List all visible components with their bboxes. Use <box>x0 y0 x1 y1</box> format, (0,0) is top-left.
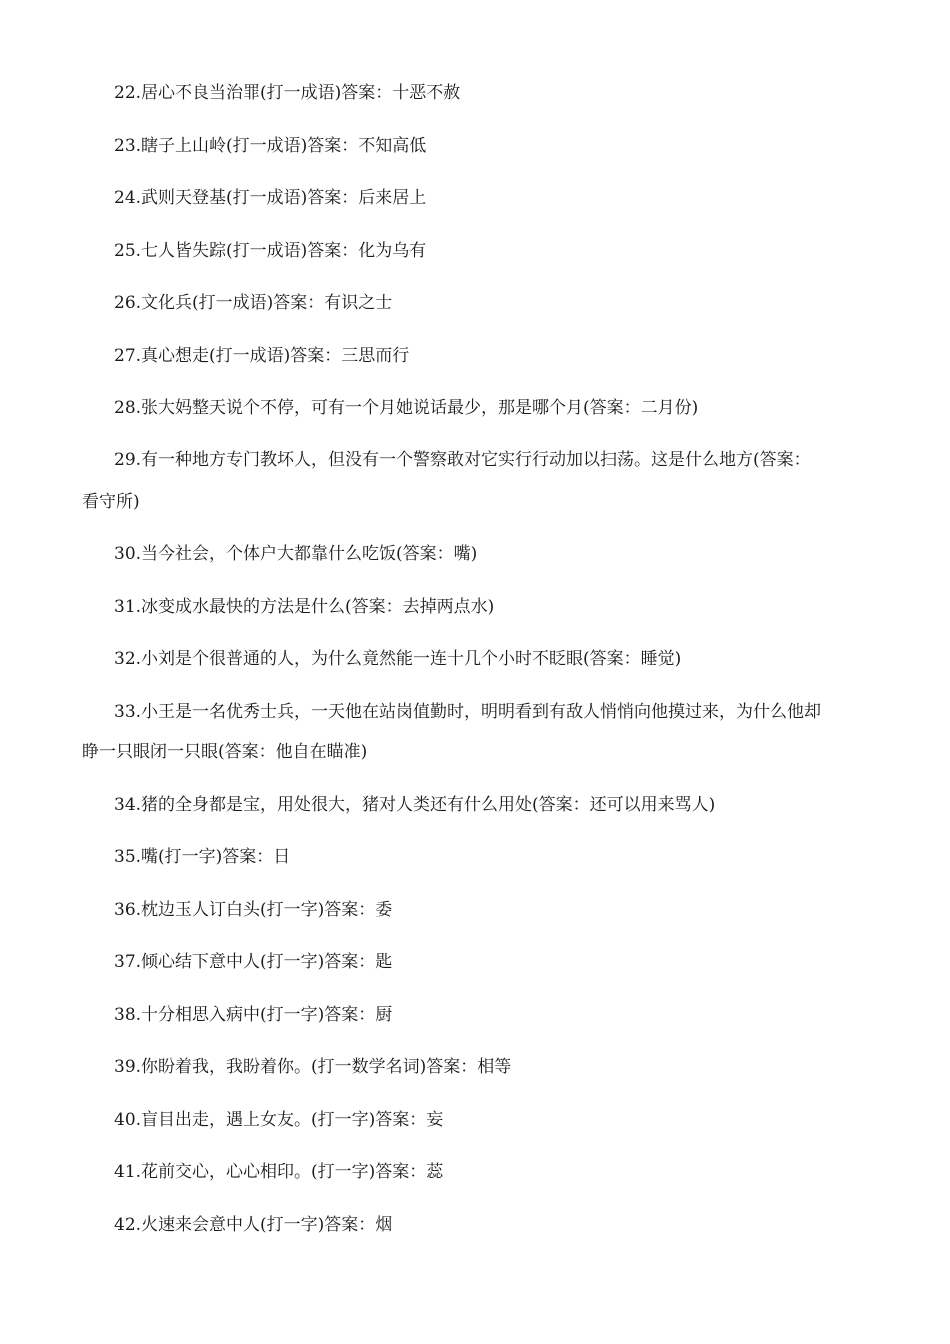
riddle-text: 26.文化兵(打一成语)答案：有识之士 <box>114 293 393 313</box>
riddle-text: 23.瞎子上山岭(打一成语)答案：不知高低 <box>114 136 427 156</box>
riddle-23 <box>82 128 872 164</box>
riddle-text: 36.枕边玉人订白头(打一字)答案：委 <box>114 900 393 920</box>
riddle-text: 41.花前交心，心心相印。(打一字)答案：蕊 <box>114 1162 444 1182</box>
riddle-text: 42.火速来会意中人(打一字)答案：烟 <box>114 1215 393 1235</box>
riddle-30 <box>82 536 872 572</box>
riddle-36 <box>82 892 872 928</box>
riddle-text: 27.真心想走(打一成语)答案：三思而行 <box>114 346 410 366</box>
riddle-41 <box>82 1154 872 1190</box>
riddle-text: 28.张大妈整天说个不停，可有一个月她说话最少，那是哪个月(答案：二月份) <box>114 398 699 418</box>
riddle-text: 30.当今社会，个体户大都靠什么吃饭(答案：嘴) <box>114 544 478 564</box>
riddle-40 <box>82 1102 872 1138</box>
riddle-text: 34.猪的全身都是宝，用处很大，猪对人类还有什么用处(答案：还可以用来骂人) <box>114 795 716 815</box>
riddle-text: 33.小王是一名优秀士兵，一天他在站岗值勤时，明明看到有敌人悄悄向他摸过来，为什么他却 <box>114 702 822 722</box>
riddle-text: 38.十分相思入病中(打一字)答案：厨 <box>114 1005 393 1025</box>
riddle-37 <box>82 944 872 980</box>
riddle-text: 25.七人皆失踪(打一成语)答案：化为乌有 <box>114 241 427 261</box>
riddle-33 <box>82 694 872 730</box>
riddle-32 <box>82 641 872 677</box>
riddle-text: 39.你盼着我，我盼着你。(打一数学名词)答案：相等 <box>114 1057 512 1077</box>
riddle-text: 40.盲目出走，遇上女友。(打一字)答案：妄 <box>114 1110 444 1130</box>
riddle-24 <box>82 180 872 216</box>
riddle-text: 37.倾心结下意中人(打一字)答案：匙 <box>114 952 393 972</box>
riddle-38 <box>82 997 872 1033</box>
riddle-text: 35.嘴(打一字)答案：日 <box>114 847 291 867</box>
riddle-28 <box>82 390 872 426</box>
riddle-26 <box>82 285 872 321</box>
riddle-42 <box>82 1207 872 1243</box>
riddle-29-continuation: 看守所) <box>82 492 140 512</box>
riddle-33-continuation: 睁一只眼闭一只眼(答案：他自在瞄准) <box>82 742 368 762</box>
riddle-text: 29.有一种地方专门教坏人，但没有一个警察敢对它实行行动加以扫荡。这是什么地方(答案： <box>114 450 811 470</box>
riddle-29 <box>82 442 872 478</box>
riddle-text: 31.冰变成水最快的方法是什么(答案：去掉两点水) <box>114 597 495 617</box>
riddle-25 <box>82 233 872 269</box>
riddle-22 <box>82 75 872 111</box>
riddle-39 <box>82 1049 872 1085</box>
riddle-text: 32.小刘是个很普通的人，为什么竟然能一连十几个小时不眨眼(答案：睡觉) <box>114 649 682 669</box>
riddle-35 <box>82 839 872 875</box>
riddle-31 <box>82 589 872 625</box>
riddle-34 <box>82 787 872 823</box>
riddle-text: 24.武则天登基(打一成语)答案：后来居上 <box>114 188 427 208</box>
riddle-27 <box>82 338 872 374</box>
riddle-text: 22.居心不良当治罪(打一成语)答案：十恶不赦 <box>114 83 461 103</box>
